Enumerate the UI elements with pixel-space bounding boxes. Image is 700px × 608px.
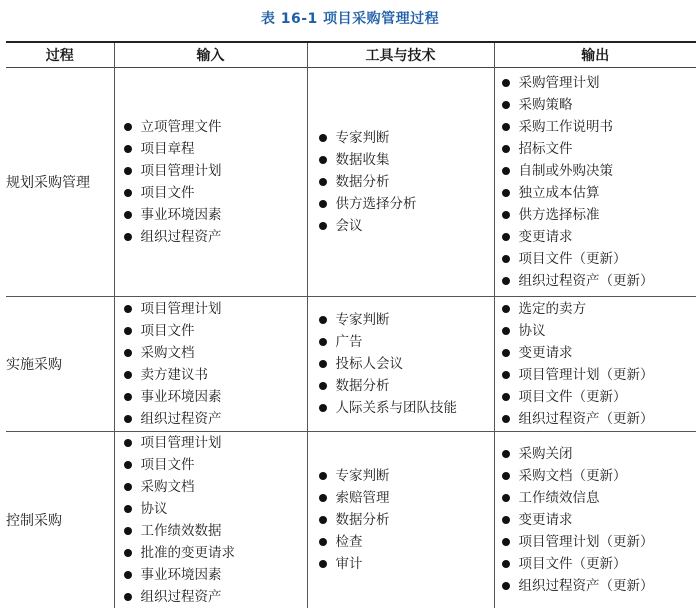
list-item: 组织过程资产（更新） — [499, 270, 697, 292]
list-item: 审计 — [316, 553, 494, 575]
list-item: 项目章程 — [121, 138, 307, 160]
list-item: 事业环境因素 — [121, 204, 307, 226]
header-tools: 工具与技术 — [307, 42, 494, 68]
header-inputs: 输入 — [114, 42, 307, 68]
list-item: 选定的卖方 — [499, 298, 697, 320]
tools-cell — [307, 297, 494, 432]
table-row — [6, 432, 696, 608]
header-outputs: 输出 — [494, 42, 696, 68]
list-item: 立项管理文件 — [121, 116, 307, 138]
inputs-list — [115, 432, 307, 608]
list-item: 项目管理计划 — [121, 298, 307, 320]
list-item: 数据分析 — [316, 171, 494, 193]
outputs-cell — [494, 432, 696, 608]
list-item: 协议 — [499, 320, 697, 342]
inputs-list — [115, 298, 307, 430]
list-item: 采购管理计划 — [499, 72, 697, 94]
inputs-cell — [114, 432, 307, 608]
list-item: 批准的变更请求 — [121, 542, 307, 564]
table-row — [6, 68, 696, 297]
list-item: 检查 — [316, 531, 494, 553]
list-item: 采购工作说明书 — [499, 116, 697, 138]
list-item: 独立成本估算 — [499, 182, 697, 204]
list-item: 工作绩效数据 — [121, 520, 307, 542]
outputs-list — [495, 72, 697, 292]
list-item: 项目文件（更新） — [499, 248, 697, 270]
list-item: 事业环境因素 — [121, 386, 307, 408]
list-item: 事业环境因素 — [121, 564, 307, 586]
tools-list — [308, 127, 494, 237]
list-item: 采购策略 — [499, 94, 697, 116]
list-item: 组织过程资产 — [121, 586, 307, 608]
tools-cell — [307, 432, 494, 608]
inputs-cell — [114, 297, 307, 432]
list-item: 变更请求 — [499, 342, 697, 364]
list-item: 投标人会议 — [316, 353, 494, 375]
list-item: 项目文件 — [121, 454, 307, 476]
tools-list — [308, 465, 494, 575]
list-item: 卖方建议书 — [121, 364, 307, 386]
tools-cell — [307, 68, 494, 297]
list-item: 变更请求 — [499, 226, 697, 248]
header-row — [6, 42, 696, 68]
list-item: 项目文件（更新） — [499, 553, 697, 575]
tools-list — [308, 309, 494, 419]
list-item: 工作绩效信息 — [499, 487, 697, 509]
table-row — [6, 297, 696, 432]
list-item: 会议 — [316, 215, 494, 237]
list-item: 项目管理计划（更新） — [499, 531, 697, 553]
inputs-list — [115, 116, 307, 248]
table-caption: 表 16-1 项目采购管理过程 — [260, 11, 440, 27]
list-item: 项目管理计划 — [121, 432, 307, 454]
list-item: 广告 — [316, 331, 494, 353]
list-item: 专家判断 — [316, 309, 494, 331]
list-item: 索赔管理 — [316, 487, 494, 509]
list-item: 项目管理计划（更新） — [499, 364, 697, 386]
inputs-cell — [114, 68, 307, 297]
list-item: 组织过程资产（更新） — [499, 575, 697, 597]
outputs-list — [495, 443, 697, 597]
list-item: 数据分析 — [316, 375, 494, 397]
outputs-cell — [494, 68, 696, 297]
list-item: 采购文档 — [121, 342, 307, 364]
list-item: 数据收集 — [316, 149, 494, 171]
list-item: 自制或外购决策 — [499, 160, 697, 182]
list-item: 组织过程资产 — [121, 408, 307, 430]
outputs-list — [495, 298, 697, 430]
header-process: 过程 — [45, 48, 74, 64]
list-item: 项目文件 — [121, 182, 307, 204]
list-item: 项目管理计划 — [121, 160, 307, 182]
list-item: 采购文档（更新） — [499, 465, 697, 487]
list-item: 专家判断 — [316, 465, 494, 487]
list-item: 供方选择分析 — [316, 193, 494, 215]
list-item: 协议 — [121, 498, 307, 520]
list-item: 数据分析 — [316, 509, 494, 531]
list-item: 采购关闭 — [499, 443, 697, 465]
list-item: 项目文件 — [121, 320, 307, 342]
list-item: 采购文档 — [121, 476, 307, 498]
list-item: 供方选择标准 — [499, 204, 697, 226]
outputs-cell — [494, 297, 696, 432]
list-item: 变更请求 — [499, 509, 697, 531]
list-item: 组织过程资产 — [121, 226, 307, 248]
process-name: 控制采购 — [6, 513, 62, 529]
process-name: 规划采购管理 — [6, 175, 90, 191]
process-name: 实施采购 — [6, 357, 62, 373]
list-item: 专家判断 — [316, 127, 494, 149]
list-item: 招标文件 — [499, 138, 697, 160]
list-item: 人际关系与团队技能 — [316, 397, 494, 419]
procurement-process-table — [6, 41, 696, 608]
list-item: 项目文件（更新） — [499, 386, 697, 408]
list-item: 组织过程资产（更新） — [499, 408, 697, 430]
